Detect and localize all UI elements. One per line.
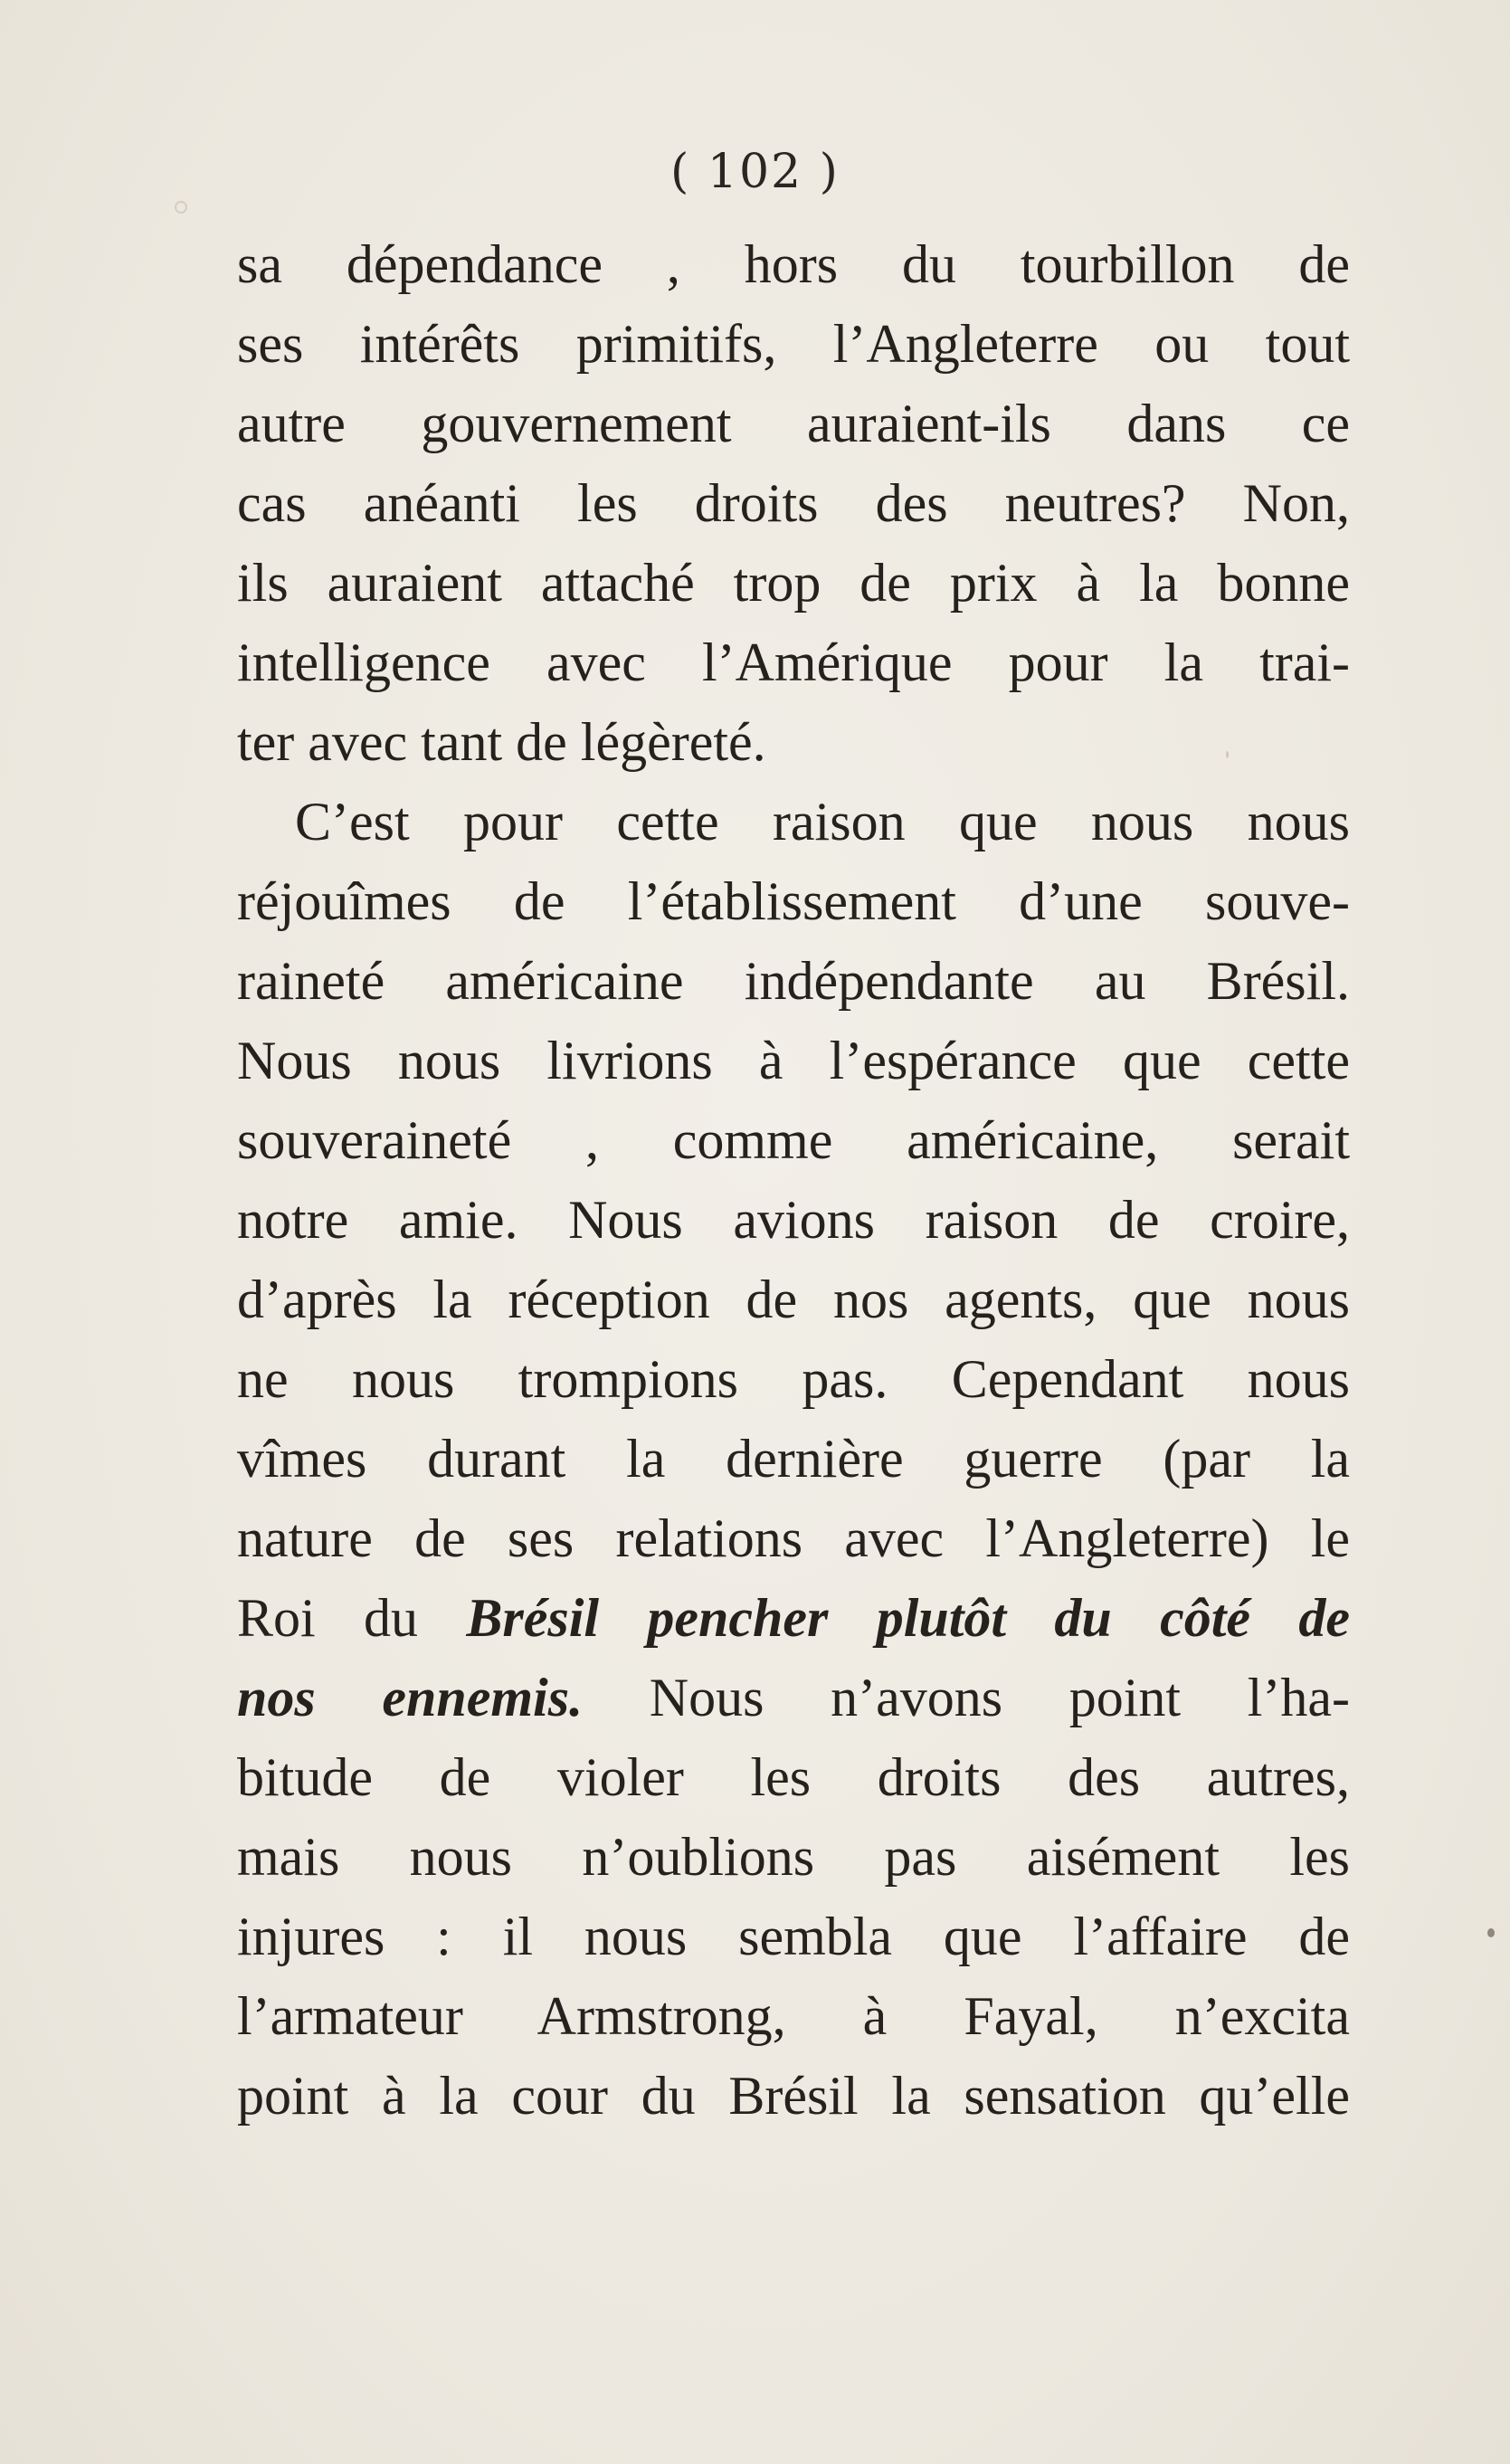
italic-text: nos ennemis. bbox=[237, 1668, 584, 1727]
text-line: injures : il nous sembla que l’affaire de bbox=[237, 1907, 1350, 1966]
text-fragment: Roi du bbox=[237, 1588, 467, 1648]
body-text bbox=[237, 224, 1350, 2136]
text-line: vîmes durant la dernière guerre (par la bbox=[237, 1429, 1350, 1489]
text-line: autre gouvernement auraient-ils dans ce bbox=[237, 394, 1350, 453]
text-line: point à la cour du Brésil la sensation qu’elle bbox=[237, 2066, 1350, 2126]
text-line: raineté américaine indépendante au Brésil. bbox=[237, 951, 1350, 1011]
text-line: intelligence avec l’Amérique pour la trai- bbox=[237, 633, 1350, 692]
text-line: nature de ses relations avec l’Angleterre) le bbox=[237, 1508, 1350, 1568]
italic-text: Brésil pencher plutôt du côté de bbox=[466, 1588, 1350, 1648]
text-line: C’est pour cette raison que nous nous bbox=[295, 792, 1350, 851]
text-line: cas anéanti les droits des neutres? Non, bbox=[237, 473, 1350, 533]
text-line: Nous nous livrions à l’espérance que cette bbox=[237, 1031, 1350, 1090]
text-line: souveraineté , comme américaine, serait bbox=[237, 1110, 1350, 1170]
text-line: sa dépendance , hors du tourbillon de bbox=[237, 234, 1350, 294]
paper-speck bbox=[1487, 1928, 1495, 1937]
paper-speck bbox=[1226, 751, 1229, 758]
text-line: ter avec tant de légèreté. bbox=[237, 712, 766, 772]
text-line bbox=[237, 1578, 1350, 1658]
text-line: ils auraient attaché trop de prix à la bonne bbox=[237, 553, 1350, 613]
text-line: réjouîmes de l’établissement d’une souve- bbox=[237, 871, 1350, 931]
text-line: notre amie. Nous avions raison de croire, bbox=[237, 1190, 1350, 1250]
text-line: bitude de violer les droits des autres, bbox=[237, 1747, 1350, 1807]
text-fragment: Nous n’avons point l’ha- bbox=[583, 1668, 1350, 1727]
text-line: ses intérêts primitifs, l’Angleterre ou tout bbox=[237, 314, 1350, 374]
text-line: ne nous trompions pas. Cependant nous bbox=[237, 1349, 1350, 1409]
text-line: mais nous n’oublions pas aisément les bbox=[237, 1827, 1350, 1887]
paper-speck bbox=[175, 201, 187, 214]
text-line: l’armateur Armstrong, à Fayal, n’excita bbox=[237, 1986, 1350, 2046]
text-line bbox=[237, 1658, 1350, 1737]
page-number: ( 102 ) bbox=[670, 145, 840, 199]
text-line: d’après la réception de nos agents, que nous bbox=[237, 1270, 1350, 1329]
